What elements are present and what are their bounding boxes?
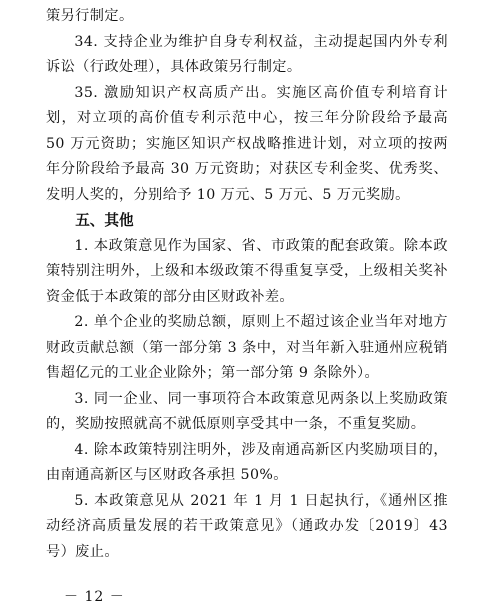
section-item-3: 3. 同一企业、同一事项符合本政策意见两条以上奖励政策的，奖励按照就高不就低原则享受其中一条，不重复奖励。 — [46, 390, 448, 432]
section-item-2: 2. 单个企业的奖励总额，原则上不超过该企业当年对地方财政贡献总额（第一部分第 3 条中，对当年新入驻通州应税销售超亿元的工业企业除外；第一部分第 9 条除外）。 — [46, 314, 448, 381]
section-item-1: 1. 本政策意见作为国家、省、市政策的配套政策。除本政策特别注明外，上级和本级政策不得重复享受，上级相关奖补资金低于本政策的部分由区财政补差。 — [46, 237, 448, 305]
section-item-5: 5. 本政策意见从 2021 年 1 月 1 日起执行，《通州区推动经济高质量发展的若干政策意见》（通政办发〔2019〕43 号）废止。 — [46, 492, 448, 560]
paragraph-continuation: 策另行制定。 — [46, 8, 134, 24]
section-item-4: 4. 除本政策特别注明外，涉及南通高新区内奖励项目的，由南通高新区与区财政各承担 50%。 — [46, 441, 448, 483]
paragraph-item-34: 34. 支持企业为维护自身专利权益，主动提起国内外专利诉讼（行政处理），具体政策另行制定。 — [46, 33, 448, 75]
page-number: － 12 － — [64, 589, 125, 605]
section-heading: 五、其他 — [75, 212, 134, 229]
paragraph-item-35: 35. 激励知识产权高质产出。实施区高价值专利培育计划，对立项的高价值专利示范中心，按三年分阶段给予最高 50 万元资助；实施区知识产权战略推进计划，对立项的按两年分阶段给予最高 30 万元资助；对获区专利金奖、优秀奖、发明人奖的，分别给予 10 万元、5 万元、5 万元奖励。 — [46, 84, 448, 203]
